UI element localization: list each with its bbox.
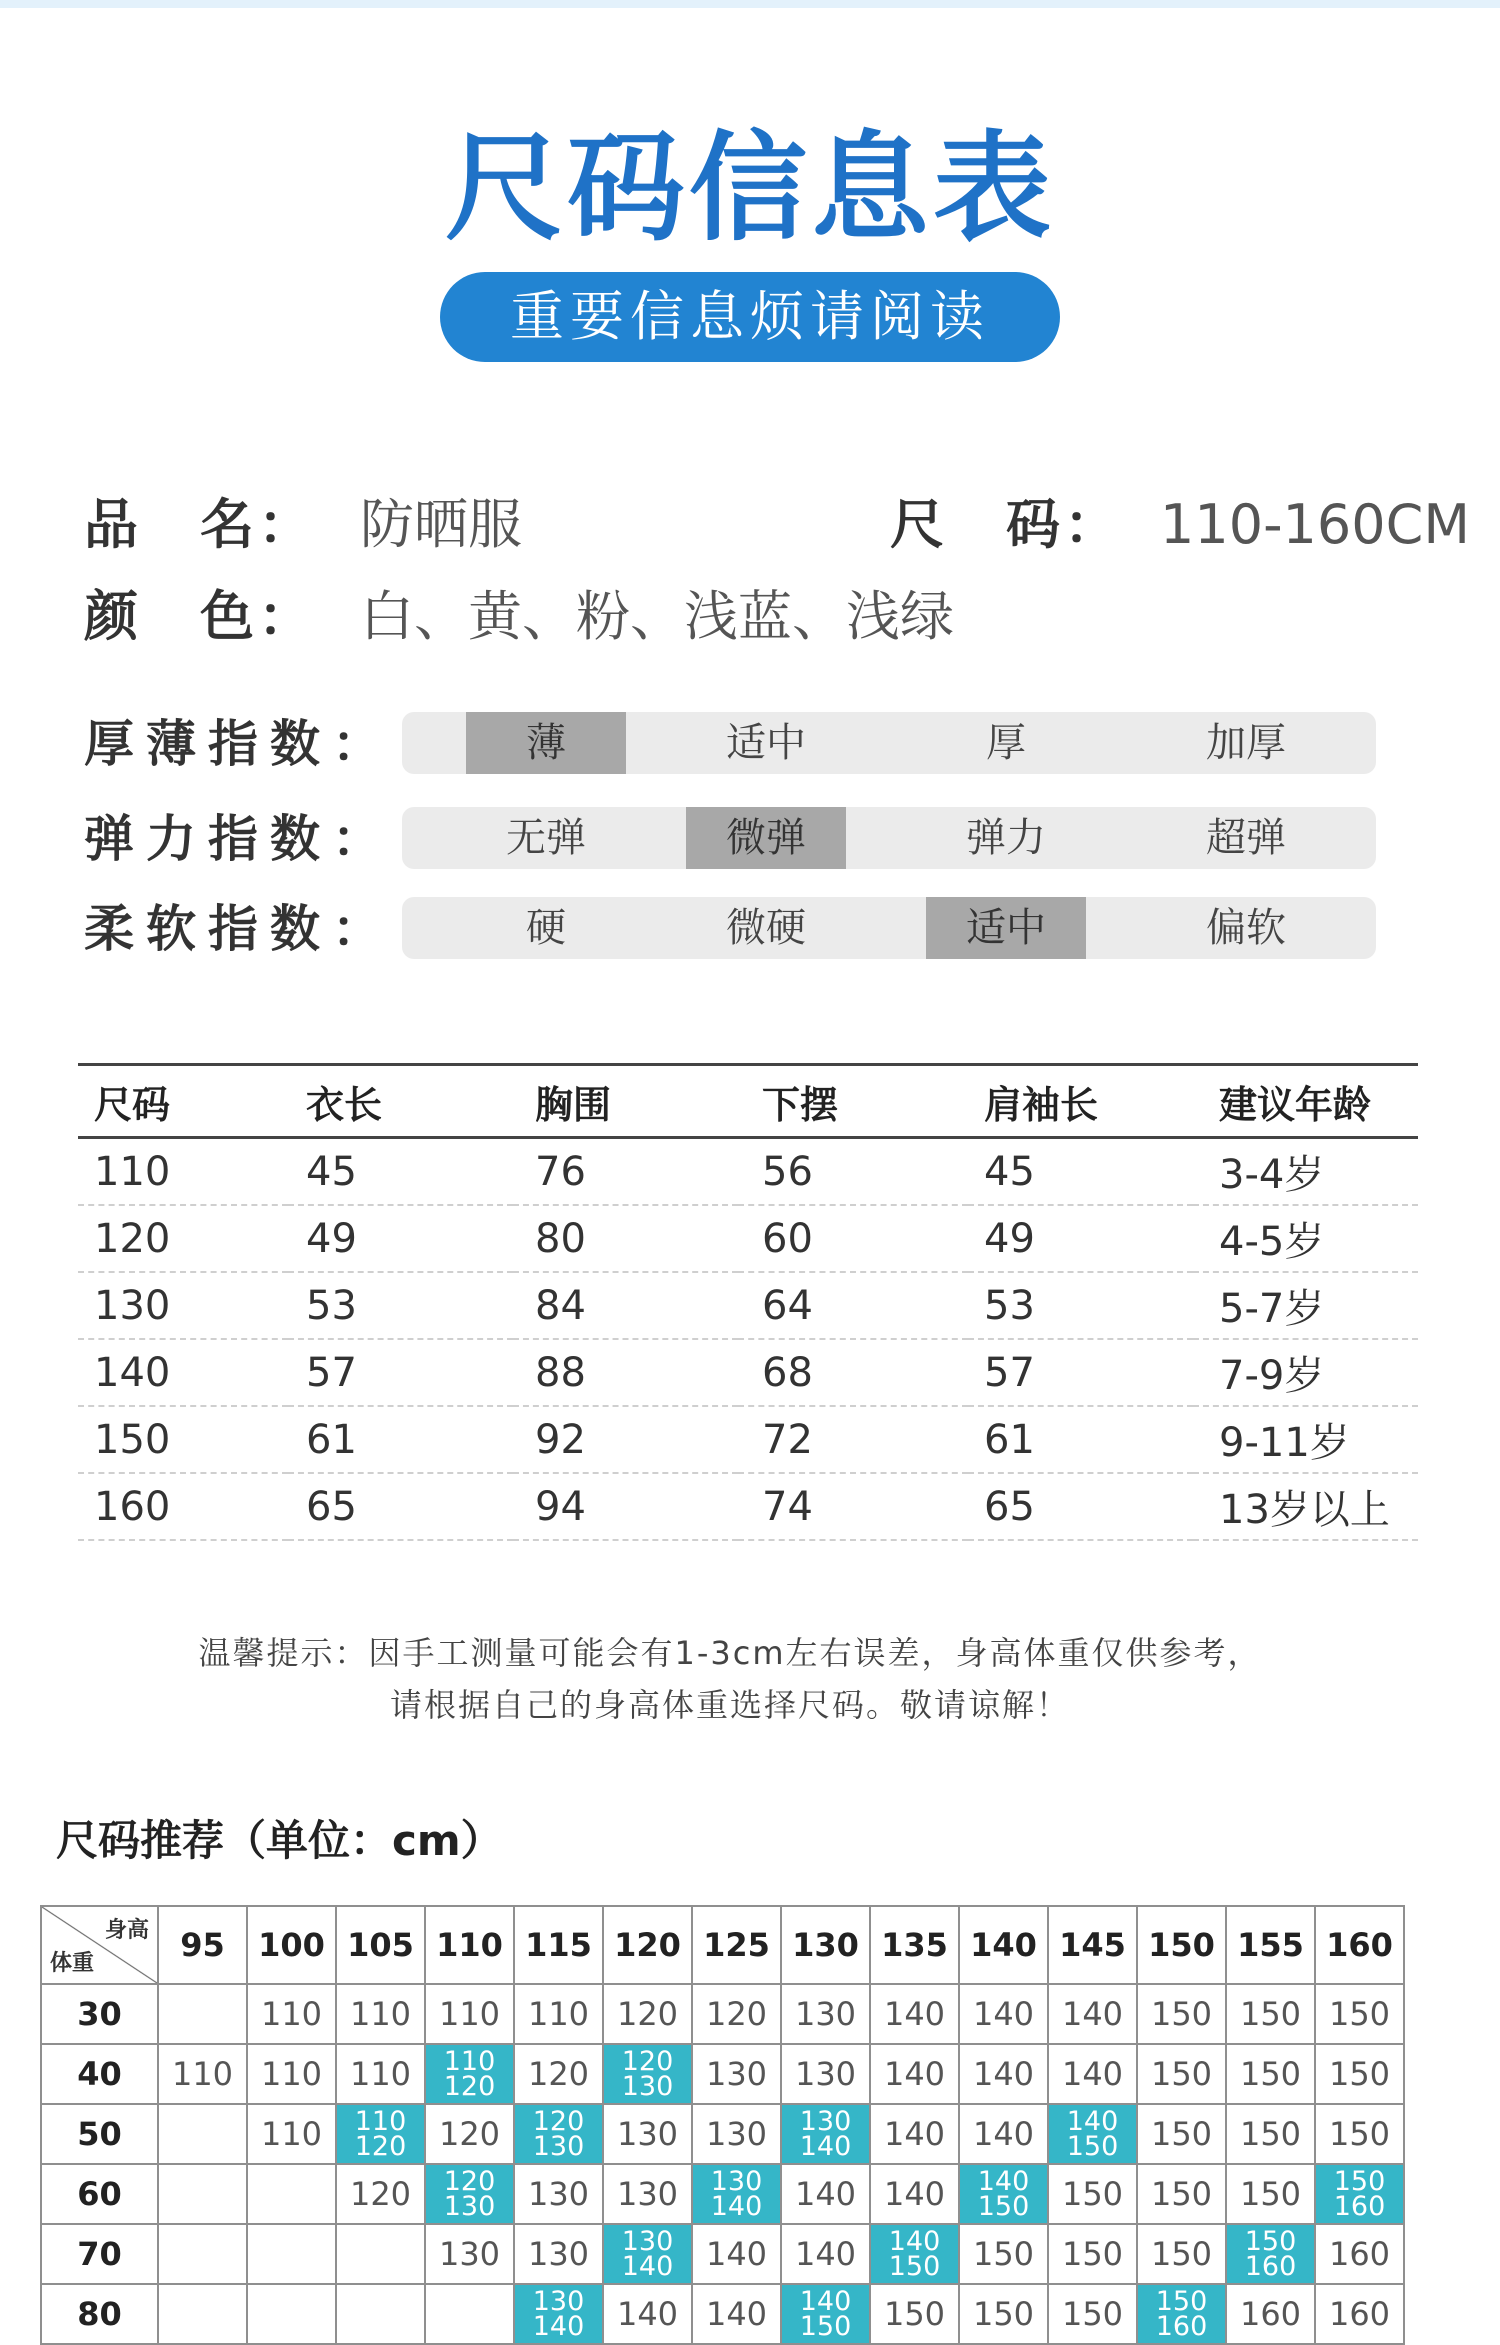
recommend-cell: 140: [870, 2104, 959, 2164]
subtitle-pill: 重要信息烦请阅读: [440, 272, 1060, 362]
recommend-cell: 130: [692, 2104, 781, 2164]
recommend-cell: 130: [425, 2224, 514, 2284]
table-cell: 120: [78, 1205, 288, 1272]
weight-cell: 30: [41, 1984, 158, 2044]
table-cell: 68: [738, 1339, 968, 1406]
table-cell: 110: [78, 1138, 288, 1206]
table-cell: 84: [513, 1272, 738, 1339]
table-cell: 4-5岁: [1193, 1205, 1418, 1272]
recommend-cell: 140: [870, 2044, 959, 2104]
recommend-cell: 130: [603, 2104, 692, 2164]
table-cell: 61: [968, 1406, 1193, 1473]
recommend-cell-highlight: 140 150: [959, 2164, 1048, 2224]
table-cell: 56: [738, 1138, 968, 1206]
column-header: 肩袖长: [968, 1065, 1193, 1138]
recommend-cell: [425, 2284, 514, 2344]
table-cell: 88: [513, 1339, 738, 1406]
height-header: 120: [603, 1906, 692, 1984]
table-cell: 65: [288, 1473, 513, 1540]
recommend-cell: [336, 2284, 425, 2344]
table-cell: 5-7岁: [1193, 1272, 1418, 1339]
recommend-cell-highlight: 140 150: [870, 2224, 959, 2284]
table-cell: 49: [968, 1205, 1193, 1272]
recommend-cell-highlight: 120 130: [425, 2164, 514, 2224]
table-cell: 13岁以上: [1193, 1473, 1418, 1540]
size-table-header: [78, 1065, 1418, 1138]
index-option: 硬: [526, 905, 566, 951]
index-option: 适中: [726, 720, 806, 766]
corner-weight-label: 体重: [50, 1951, 95, 1976]
index-option: 薄: [466, 712, 626, 774]
recommend-title: 尺码推荐（单位：cm）: [56, 1816, 503, 1865]
recommend-cell: 110: [514, 1984, 603, 2044]
table-cell: 57: [968, 1339, 1193, 1406]
table-cell: 80: [513, 1205, 738, 1272]
recommend-cell: 150: [1137, 2164, 1226, 2224]
index-track: [402, 807, 1376, 869]
table-row: [78, 1205, 1418, 1272]
table-cell: 140: [78, 1339, 288, 1406]
tip-line-2: 请根据自己的身高体重选择尺码。敬请谅解！: [389, 1686, 1070, 1724]
table-cell: 9-11岁: [1193, 1406, 1418, 1473]
recommend-cell: 120: [425, 2104, 514, 2164]
height-header: 145: [1048, 1906, 1137, 1984]
recommend-cell: [247, 2164, 336, 2224]
table-cell: 94: [513, 1473, 738, 1540]
recommend-cell: [336, 2224, 425, 2284]
product-color-value: 白、黄、粉、浅蓝、浅绿: [360, 585, 954, 648]
recommend-cell: 130: [781, 2044, 870, 2104]
recommend-row: [41, 2164, 1404, 2224]
table-cell: 45: [288, 1138, 513, 1206]
index-label: 柔软指数：: [84, 900, 394, 958]
index-option: 弹力: [966, 815, 1046, 861]
table-cell: 45: [968, 1138, 1193, 1206]
table-row: [78, 1406, 1418, 1473]
recommend-cell-highlight: 150 160: [1226, 2224, 1315, 2284]
recommend-row: [41, 2104, 1404, 2164]
recommend-cell: 140: [781, 2224, 870, 2284]
recommend-cell: 150: [959, 2284, 1048, 2344]
table-cell: 7-9岁: [1193, 1339, 1418, 1406]
table-row: [78, 1272, 1418, 1339]
product-color-row: [0, 582, 1500, 652]
recommend-table: [40, 1905, 1405, 2345]
recommend-cell-highlight: 130 140: [603, 2224, 692, 2284]
recommend-cell: 130: [603, 2164, 692, 2224]
weight-cell: 70: [41, 2224, 158, 2284]
index-option: 适中: [926, 897, 1086, 959]
product-name-label: 品 名：: [84, 493, 316, 556]
recommend-cell-highlight: 130 140: [514, 2284, 603, 2344]
recommend-cell: 110: [425, 1984, 514, 2044]
recommend-row: [41, 1984, 1404, 2044]
index-option: 无弹: [506, 815, 586, 861]
recommend-cell: 150: [1137, 2224, 1226, 2284]
index-track: [402, 897, 1376, 959]
recommend-cell: 140: [959, 2044, 1048, 2104]
table-cell: 60: [738, 1205, 968, 1272]
height-header: 95: [158, 1906, 247, 1984]
recommend-cell: [247, 2284, 336, 2344]
index-option: 厚: [986, 720, 1026, 766]
height-header: 155: [1226, 1906, 1315, 1984]
index-option: 微弹: [686, 807, 846, 869]
recommend-cell: 150: [870, 2284, 959, 2344]
recommend-cell: 160: [1315, 2224, 1404, 2284]
corner-cell: [41, 1906, 158, 1984]
index-option: 超弹: [1206, 815, 1286, 861]
recommend-cell: 130: [692, 2044, 781, 2104]
height-header: 135: [870, 1906, 959, 1984]
table-cell: 57: [288, 1339, 513, 1406]
table-cell: 49: [288, 1205, 513, 1272]
table-cell: 61: [288, 1406, 513, 1473]
table-cell: 3-4岁: [1193, 1138, 1418, 1206]
recommend-cell: 120: [514, 2044, 603, 2104]
recommend-cell: 120: [336, 2164, 425, 2224]
recommend-cell: 140: [870, 1984, 959, 2044]
table-cell: 160: [78, 1473, 288, 1540]
recommend-cell: 150: [1226, 2164, 1315, 2224]
recommend-cell: 150: [1315, 2104, 1404, 2164]
column-header: 建议年龄: [1193, 1065, 1418, 1138]
recommend-cell-highlight: 130 140: [781, 2104, 870, 2164]
recommend-cell: 150: [1226, 2044, 1315, 2104]
weight-cell: 50: [41, 2104, 158, 2164]
recommend-cell-highlight: 140 150: [781, 2284, 870, 2344]
height-header: 100: [247, 1906, 336, 1984]
recommend-cell: [158, 2284, 247, 2344]
recommend-cell: [158, 2104, 247, 2164]
index-label: 厚薄指数：: [84, 715, 394, 773]
table-cell: 64: [738, 1272, 968, 1339]
recommend-cell-highlight: 110 120: [425, 2044, 514, 2104]
recommend-header-row: [41, 1906, 1404, 1984]
recommend-cell: 120: [692, 1984, 781, 2044]
recommend-cell-highlight: 110 120: [336, 2104, 425, 2164]
recommend-cell: 150: [1048, 2164, 1137, 2224]
recommend-cell: 140: [1048, 1984, 1137, 2044]
weight-cell: 40: [41, 2044, 158, 2104]
height-header: 130: [781, 1906, 870, 1984]
recommend-cell: 140: [959, 2104, 1048, 2164]
weight-cell: 60: [41, 2164, 158, 2224]
recommend-cell: 150: [1048, 2284, 1137, 2344]
table-cell: 92: [513, 1406, 738, 1473]
corner-height-label: 身高: [104, 1918, 149, 1943]
recommend-cell: 140: [959, 1984, 1048, 2044]
recommend-cell: 160: [1315, 2284, 1404, 2344]
product-color-label: 颜 色：: [84, 585, 316, 648]
recommend-cell: 150: [959, 2224, 1048, 2284]
column-header: 衣长: [288, 1065, 513, 1138]
recommend-cell: 130: [514, 2164, 603, 2224]
recommend-cell: 140: [870, 2164, 959, 2224]
product-size-value: 110-160CM: [1160, 493, 1470, 556]
recommend-row: [41, 2284, 1404, 2344]
recommend-cell: 150: [1226, 2104, 1315, 2164]
recommend-cell-highlight: 140 150: [1048, 2104, 1137, 2164]
index-option: 偏软: [1206, 905, 1286, 951]
height-header: 160: [1315, 1906, 1404, 1984]
recommend-row: [41, 2224, 1404, 2284]
recommend-cell: 150: [1315, 2044, 1404, 2104]
index-option: 微硬: [726, 905, 806, 951]
recommend-cell: 110: [247, 1984, 336, 2044]
index-track: [402, 712, 1376, 774]
recommend-cell-highlight: 130 140: [692, 2164, 781, 2224]
product-name-value: 防晒服: [360, 493, 522, 556]
recommend-cell: 150: [1226, 1984, 1315, 2044]
recommend-row: [41, 2044, 1404, 2104]
tip-line-1: 温馨提示：因手工测量可能会有1-3cm左右误差，身高体重仅供参考，: [198, 1634, 1262, 1672]
height-header: 140: [959, 1906, 1048, 1984]
height-header: 125: [692, 1906, 781, 1984]
table-cell: 72: [738, 1406, 968, 1473]
recommend-cell: 120: [603, 1984, 692, 2044]
table-cell: 65: [968, 1473, 1193, 1540]
height-header: 110: [425, 1906, 514, 1984]
recommend-cell: 110: [247, 2104, 336, 2164]
recommend-cell: 110: [336, 1984, 425, 2044]
recommend-cell: [158, 1984, 247, 2044]
table-cell: 76: [513, 1138, 738, 1206]
top-strip: [0, 0, 1500, 8]
recommend-cell: 140: [1048, 2044, 1137, 2104]
recommend-cell: 140: [781, 2164, 870, 2224]
recommend-cell: 130: [781, 1984, 870, 2044]
table-cell: 150: [78, 1406, 288, 1473]
table-cell: 74: [738, 1473, 968, 1540]
weight-cell: 80: [41, 2284, 158, 2344]
recommend-cell: 130: [514, 2224, 603, 2284]
recommend-cell: 150: [1137, 1984, 1226, 2044]
recommend-cell: 150: [1048, 2224, 1137, 2284]
recommend-cell: 150: [1315, 1984, 1404, 2044]
table-cell: 130: [78, 1272, 288, 1339]
recommend-cell: [158, 2164, 247, 2224]
table-cell: 53: [968, 1272, 1193, 1339]
table-row: [78, 1473, 1418, 1540]
recommend-cell-highlight: 120 130: [514, 2104, 603, 2164]
height-header: 115: [514, 1906, 603, 1984]
height-header: 105: [336, 1906, 425, 1984]
index-option: 加厚: [1206, 720, 1286, 766]
recommend-cell: 110: [158, 2044, 247, 2104]
recommend-cell: 140: [692, 2224, 781, 2284]
recommend-cell-highlight: 120 130: [603, 2044, 692, 2104]
recommend-cell-highlight: 150 160: [1137, 2284, 1226, 2344]
product-name-row: [0, 490, 1500, 560]
recommend-cell: 150: [1137, 2044, 1226, 2104]
recommend-cell-highlight: 150 160: [1315, 2164, 1404, 2224]
recommend-cell: [158, 2224, 247, 2284]
height-header: 150: [1137, 1906, 1226, 1984]
column-header: 下摆: [738, 1065, 968, 1138]
recommend-cell: 140: [692, 2284, 781, 2344]
recommend-cell: 110: [247, 2044, 336, 2104]
product-size-label: 尺 码：: [890, 493, 1122, 556]
size-table: [78, 1063, 1418, 1541]
recommend-cell: 110: [336, 2044, 425, 2104]
recommend-cell: [247, 2224, 336, 2284]
table-row: [78, 1339, 1418, 1406]
table-cell: 53: [288, 1272, 513, 1339]
column-header: 胸围: [513, 1065, 738, 1138]
index-label: 弹力指数：: [84, 810, 394, 868]
table-row: [78, 1138, 1418, 1206]
recommend-cell: 150: [1137, 2104, 1226, 2164]
page-title: 尺码信息表: [444, 119, 1055, 257]
column-header: 尺码: [78, 1065, 288, 1138]
recommend-cell: 140: [603, 2284, 692, 2344]
recommend-cell: 160: [1226, 2284, 1315, 2344]
